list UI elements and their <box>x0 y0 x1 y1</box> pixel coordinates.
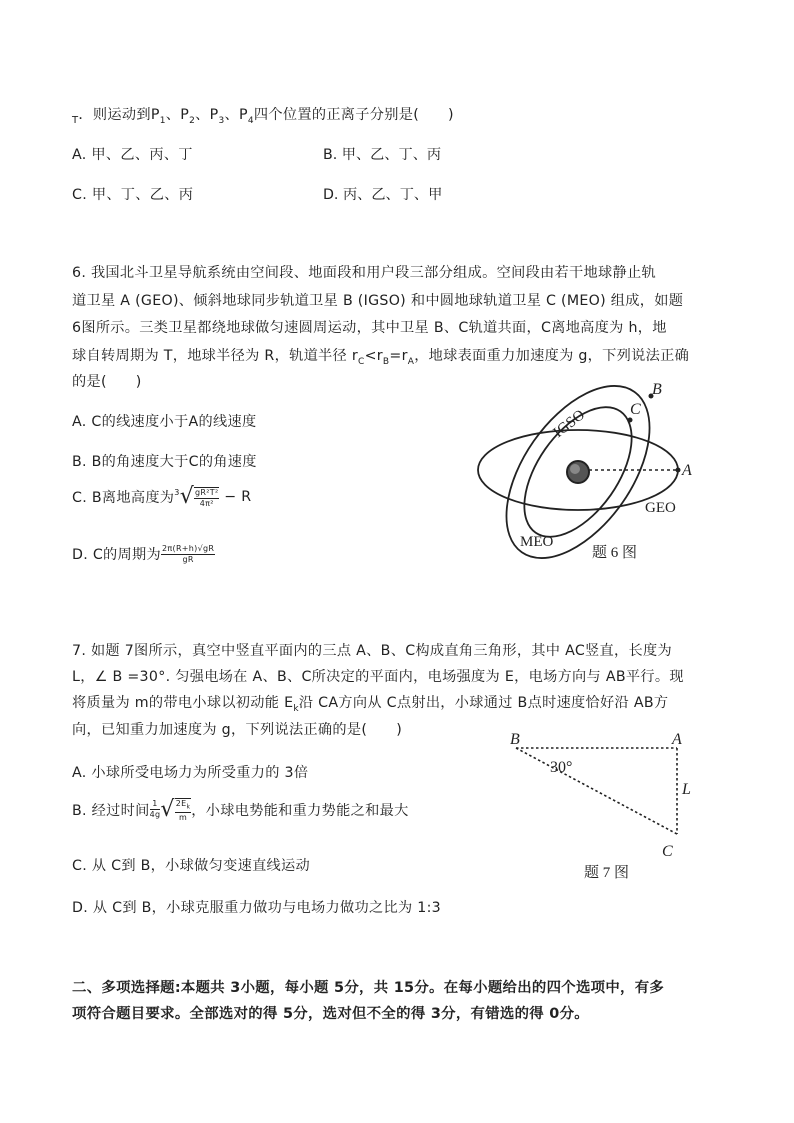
q6-option-d-num: 2π(R+h)√gR <box>162 543 215 553</box>
q7-option-b-fraction <box>150 800 161 819</box>
q5-stem-p3: 、P <box>195 107 219 123</box>
q6-option-c-prefix: C. B离地高度为 <box>72 490 175 506</box>
fig6-label-igso: IGSO <box>550 406 589 442</box>
q7-option-b-root-den: m <box>178 812 188 822</box>
q6-option-c-radical: √ <box>179 484 195 509</box>
fig6-caption: 题 6 图 <box>592 545 638 561</box>
fig7-label-a: A <box>672 731 682 748</box>
q6-option-c-root-index: 3 <box>174 488 180 497</box>
satellite-a <box>676 468 681 473</box>
q6-option-d-prefix: D. C的周期为 <box>72 547 162 563</box>
figure-7-triangle <box>500 728 710 888</box>
q7-line-2: L，∠ B =30°. 匀强电场在 A、B、C所决定的平面内，电场强度为 E，电场方向与 AB平行。现 <box>72 669 684 685</box>
q5-stem-text: ．则运动到P <box>78 107 160 123</box>
q7-line-3 <box>72 692 668 714</box>
q6-option-b: B. B的角速度大于C的角速度 <box>72 454 257 470</box>
q6-line-2: 道卫星 A (GEO)、倾斜地球同步轨道卫星 B (IGSO) 和中圆地球轨道卫星 C (MEO) 组成，如题 <box>72 293 684 309</box>
fig6-label-geo: GEO <box>645 500 676 516</box>
earth-highlight <box>570 464 580 474</box>
q7-option-c: C. 从 C到 B，小球做匀变速直线运动 <box>72 858 311 874</box>
fig7-label-l: L <box>682 781 691 798</box>
q6-option-d-den: gR <box>182 554 194 564</box>
q6-option-d <box>72 544 215 564</box>
q7-line-4: 向，已知重力加速度为 g，下列说法正确的是( ) <box>72 722 403 738</box>
q7-option-b-suffix: ，小球电势能和重力势能之和最大 <box>191 802 409 819</box>
fig6-label-a: A <box>682 462 692 479</box>
q6-line-4-b: <r <box>364 348 383 364</box>
fig7-label-c: C <box>662 843 673 860</box>
fig6-label-meo: MEO <box>520 534 554 550</box>
q6-option-c-suffix: − R <box>219 489 252 505</box>
q6-sub-c: C <box>357 356 365 367</box>
q7-option-b-radical: √ <box>160 796 175 822</box>
fig6-label-b: B <box>652 381 662 398</box>
q7-option-b-root-sub: k <box>186 803 191 811</box>
fig7-caption: 题 7 图 <box>584 865 630 881</box>
q6-line-4-c: =r <box>389 348 408 364</box>
q5-option-b: B. 甲、乙、丁、丙 <box>323 147 442 163</box>
q6-option-c-fraction <box>194 487 219 508</box>
q6-option-c <box>72 486 251 508</box>
q5-sub-2: 2 <box>189 115 196 126</box>
q6-option-c-num: gR²T² <box>195 487 219 497</box>
q7-line-3-a: 将质量为 m的带电小球以初动能 E <box>72 695 294 711</box>
fig7-angle: 30° <box>550 759 573 776</box>
q7-option-b-root-num-text: 2E <box>175 799 187 808</box>
side-bc <box>516 748 677 834</box>
q7-option-d: D. 从 C到 B，小球克服重力做功与电场力做功之比为 1:3 <box>72 900 441 916</box>
q6-option-a: A. C的线速度小于A的线速度 <box>72 414 257 430</box>
q6-line-5: 的是( ) <box>72 374 142 390</box>
section-2-heading-line-1: 二、多项选择题:本题共 3小题，每小题 5分，共 15分。在每小题给出的四个选项中，有多 <box>72 980 665 996</box>
q7-option-b <box>72 798 409 822</box>
q5-stem <box>72 104 454 126</box>
q5-sub-4: 4 <box>247 115 254 126</box>
q7-sub-k: k <box>293 703 299 714</box>
q5-option-a: A. 甲、乙、丙、丁 <box>72 147 193 163</box>
q5-sub-1: 1 <box>159 115 166 126</box>
fig6-label-c: C <box>630 401 641 418</box>
q7-option-b-prefix: B. 经过时间 <box>72 802 150 819</box>
q7-line-1: 7. 如题 7图所示，真空中竖直平面内的三点 A、B、C构成直角三角形，其中 AC竖直，长度为 <box>72 643 672 659</box>
q5-sub-3: 3 <box>218 115 225 126</box>
q7-line-3-b: 沿 CA方向从 C点射出，小球通过 B点时速度恰好沿 AB方 <box>298 695 669 711</box>
q5-option-d: D. 丙、乙、丁、甲 <box>323 187 443 203</box>
q5-stem-p2: 、P <box>165 107 190 123</box>
section-2-heading-line-2: 项符合题目要求。全部选对的得 5分，选对但不全的得 3分，有错选的得 0分。 <box>72 1006 589 1022</box>
q5-stem-p4: 、P <box>224 107 248 123</box>
q5-option-c: C. 甲、丁、乙、丙 <box>72 187 194 203</box>
q7-option-b-den: 4g <box>149 810 161 820</box>
q7-option-b-num: 1 <box>150 800 161 810</box>
q6-line-1: 6. 我国北斗卫星导航系统由空间段、地面段和用户段三部分组成。空间段由若干地球静止轨 <box>72 265 656 281</box>
q7-option-b-root-num <box>175 800 192 813</box>
q6-option-c-den: 4π² <box>199 498 214 508</box>
q6-sub-b: B <box>382 356 390 367</box>
q6-sub-a: A <box>407 356 415 367</box>
q5-tail-prefix: T <box>72 115 79 126</box>
q6-option-d-fraction <box>161 545 215 564</box>
q7-option-b-root-frac <box>175 798 192 822</box>
q6-line-3: 6图所示。三类卫星都绕地球做匀速圆周运动，其中卫星 B、C轨道共面，C离地高度为 h，地 <box>72 320 667 336</box>
q6-line-4-d: ，地球表面重力加速度为 g，下列说法正确 <box>414 348 690 364</box>
q6-line-4-a: 球自转周期为 T，地球半径为 R，轨道半径 r <box>72 348 358 364</box>
satellite-c <box>628 418 633 423</box>
fig7-label-b: B <box>510 731 520 748</box>
q5-stem-end: 四个位置的正离子分别是( ) <box>253 107 454 123</box>
figure-6-orbits <box>470 376 720 566</box>
q7-option-a: A. 小球所受电场力为所受重力的 3倍 <box>72 765 309 781</box>
q6-line-4 <box>72 345 689 367</box>
